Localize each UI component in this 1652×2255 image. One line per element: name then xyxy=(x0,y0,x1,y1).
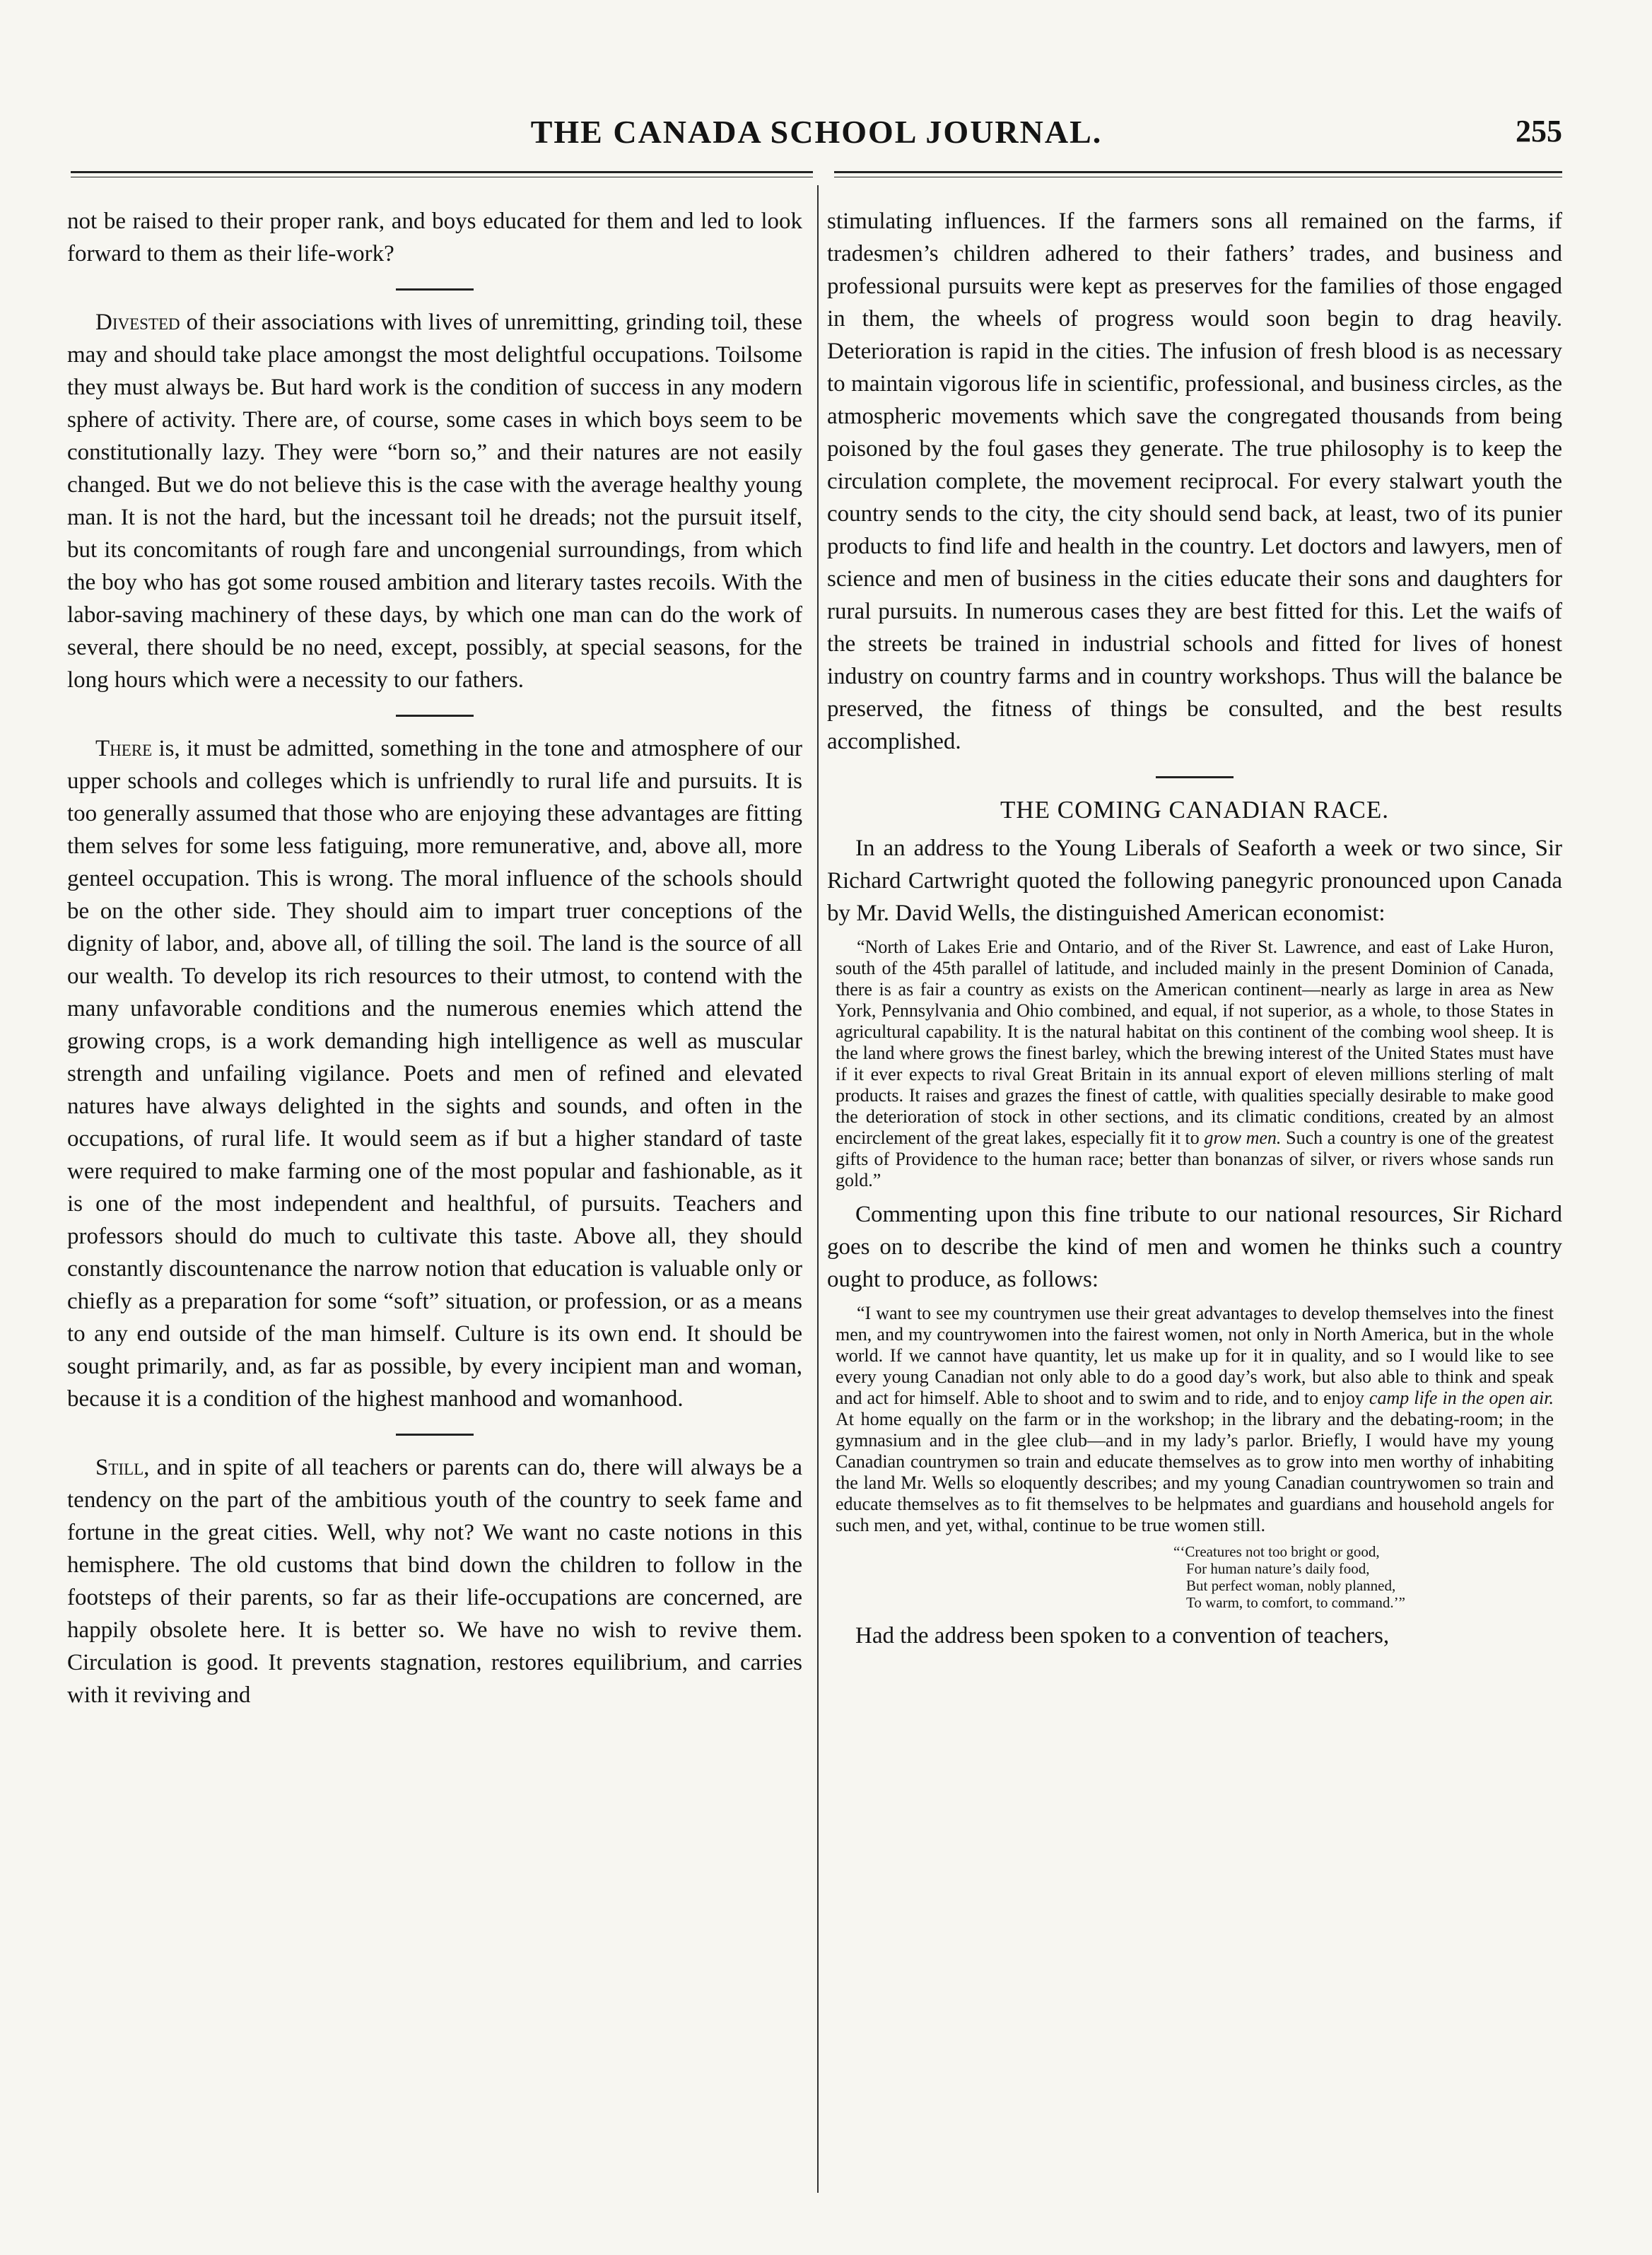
paragraph-divested xyxy=(67,306,802,696)
quote-text: Such a country is one of the greatest gifts of Providence to the human race; better than bonanzas of silver, or rivers whose sands run gold.” xyxy=(836,1128,1554,1190)
verse-line: To warm, to comfort, to command.’” xyxy=(1186,1594,1405,1611)
section-separator xyxy=(396,1434,474,1436)
paragraph-intro: In an address to the Young Liberals of Seaforth a week or two since, Sir Richard Cartwright quoted the following panegyric pronounced upon Canada by Mr. David Wells, the distinguished American economist: xyxy=(827,836,1562,926)
verse-line: For human nature’s daily food, xyxy=(1186,1560,1370,1577)
paragraph-still xyxy=(67,1451,802,1711)
paragraph-commenting: Commenting upon this fine tribute to our national resources, Sir Richard goes on to describe the kind of men and women he thinks such a country ought to produce, as follows: xyxy=(827,1202,1562,1292)
section-separator xyxy=(396,288,474,291)
quote-text: At home equally on the farm or in the workshop; in the library and the debating-room; in the gymnasium and in the glee club—and in my lady’s parlor. Briefly, I would have my young Canadian countrymen so train and educate themselves as to grow into men worthy of inhabiting the land Mr. Wells so eloquently describes; and my young Canadian countrywomen so train and educate themselves as to fit themselves to be helpmates and guardians and household angels for such men, and yet, withal, continue to be true women still. xyxy=(836,1409,1554,1535)
verse-line: But perfect woman, nobly planned, xyxy=(1186,1577,1396,1594)
lead-word: There xyxy=(95,736,153,761)
section-separator xyxy=(396,715,474,717)
lead-word: Still, xyxy=(95,1455,150,1480)
quote-text: “North of Lakes Erie and Ontario, and of the River St. Lawrence, and east of Lake Huron, south of the 45th parallel of latitude, and included mainly in the present Dominion of Canada, there is as fair a country as exists on the American continent—nearly as large in area as New York, Pennsylvania and Ohio combined, and equal, if not superior, as a whole, to those States in agricultural capability. It is the natural habitat on this continent of the combing wool sheep. It is the land where grows the finest barley, which the brewing interest of the United States must have if it ever expects to rival Great Britain in its annual export of eleven millions sterling of malt products. It raises and grazes the finest of cattle, with qualities specially desirable to make good the deterioration of stock in other sections, and its climatic conditions, created by an almost encirclement of the great lakes, especially fit it to xyxy=(836,937,1554,1148)
right-column xyxy=(827,205,1562,1652)
header-rule-left xyxy=(71,171,813,177)
verse-quote xyxy=(1173,1543,1562,1611)
paragraph-there xyxy=(67,732,802,1415)
left-column xyxy=(67,205,802,1711)
quote-cartwright xyxy=(836,1303,1554,1536)
section-separator xyxy=(1156,776,1234,778)
paragraph-text: is, it must be admitted, something in the tone and atmosphere of our upper schools and colleges which is unfriendly to rural life and pursuits. It is too generally assumed that those who are enjoying these advantages are fitting them selves for some less fatiguing, more remunerative, and, above all, more genteel occupation. This is wrong. The moral influence of the schools should be on the other side. They should aim to impart truer conceptions of the dignity of labor, and, above all, of tilling the soil. The land is the source of all our wealth. To develop its rich resources to their utmost, to contend with the many unfavorable conditions and the numerous enemies which attend the growing crops, is a work demanding high intelligence as well as muscular strength and unfailing vigilance. Poets and men of refined and elevated natures have always delighted in the sights and sounds, and often in the occupations, of rural life. It would seem as if but a higher standard of taste were required to make farming one of the most popular and fashionable, as it is one of the most independent and healthful, of pursuits. Teachers and professors should do much to cultivate this taste. Above all, they should constantly discountenance the narrow notion that education is valuable only or chiefly as a preparation for some “soft” situation, or profession, or as a means to any end outside of the man himself. Culture is its own end. It should be sought primarily, and, as far as possible, by every incipient man and woman, because it is a condition of the highest manhood and womanhood. xyxy=(67,736,802,1412)
column-divider xyxy=(817,185,819,2193)
header-rule-right xyxy=(834,171,1562,177)
quote-emphasis: grow men. xyxy=(1204,1128,1282,1148)
lead-word: Divested xyxy=(95,310,180,335)
page-header xyxy=(71,106,1562,163)
page-number: 255 xyxy=(1516,114,1562,148)
paragraph-continued: stimulating influences. If the farmers sons all remained on the farms, if tradesmen’s children adhered to their fathers’ trades, and business and professional pursuits were kept as preserves for the families of those engaged in them, the wheels of progress would soon begin to drag heavily. Deterioration is rapid in the cities. The infusion of fresh blood is as necessary to maintain vigorous life in scientific, professional, and business circles, as the atmospheric movements which save the congregated thousands from being poisoned by the foul gases they generate. The true philosophy is to keep the circulation complete, the movement reciprocal. For every stalwart youth the country sends to the city, the city should send back, at least, two of its punier products to find life and health in the country. Let doctors and lawyers, men of science and men of business in the cities educate their sons and daughters for rural pursuits. In numerous cases they are best fitted for this. Let the waifs of the streets be trained in industrial schools and fitted for lives of honest industry on country farms and in country workshops. Thus will the balance be preserved, the fitness of things be consulted, and the best results accomplished. xyxy=(827,209,1562,754)
quote-text: “I want to see my countrymen use their great advantages to develop themselves into the finest men, and my countrywomen into the fairest women, not only in North America, but in the whole world. If we cannot have quantity, let us make up for it in quality, and so I would like to see every young Canadian not only able to do a good day’s work, but also able to think and speak and act for himself. Able to shoot and to swim and to ride, and to enjoy xyxy=(836,1303,1554,1408)
quote-wells xyxy=(836,937,1554,1191)
journal-title: THE CANADA SCHOOL JOURNAL. xyxy=(530,114,1103,150)
paragraph-continued: not be raised to their proper rank, and boys educated for them and led to look forward to them as their life-work? xyxy=(67,209,802,266)
quote-emphasis: camp life in the open air. xyxy=(1369,1388,1554,1408)
paragraph-text: of their associations with lives of unremitting, grinding toil, these may and should take place amongst the most delightful occupations. Toilsome they must always be. But hard work is the condition of success in any modern sphere of activity. There are, of course, some cases in which boys seem to be constitutionally lazy. They were “born so,” and their natures are not easily changed. But we do not believe this is the case with the average healthy young man. It is not the hard, but the incessant toil he dreads; not the pursuit itself, but its concomitants of rough fare and uncongenial surroundings, from which the boy who has got some roused ambition and literary tastes recoils. With the labor-saving machinery of these days, by which one man can do the work of several, there should be no need, except, possibly, at special seasons, for the long hours which were a necessity to our fathers. xyxy=(67,310,802,693)
article-heading: THE COMING CANADIAN RACE. xyxy=(1000,796,1389,824)
verse-line: “‘Creatures not too bright or good, xyxy=(1173,1543,1380,1560)
paragraph-had-the-address: Had the address been spoken to a convention of teachers, xyxy=(855,1623,1390,1648)
paragraph-text: and in spite of all teachers or parents can do, there will always be a tendency on the part of the ambitious youth of the country to seek fame and fortune in the great cities. Well, why not? We want no caste notions in this hemisphere. The old customs that bind down the children to follow in the footsteps of their parents, so far as their life-occupations are concerned, are happily obsolete here. It is better so. We have no wish to revive them. Circulation is good. It prevents stagnation, restores equilibrium, and carries with it reviving and xyxy=(67,1455,802,1708)
